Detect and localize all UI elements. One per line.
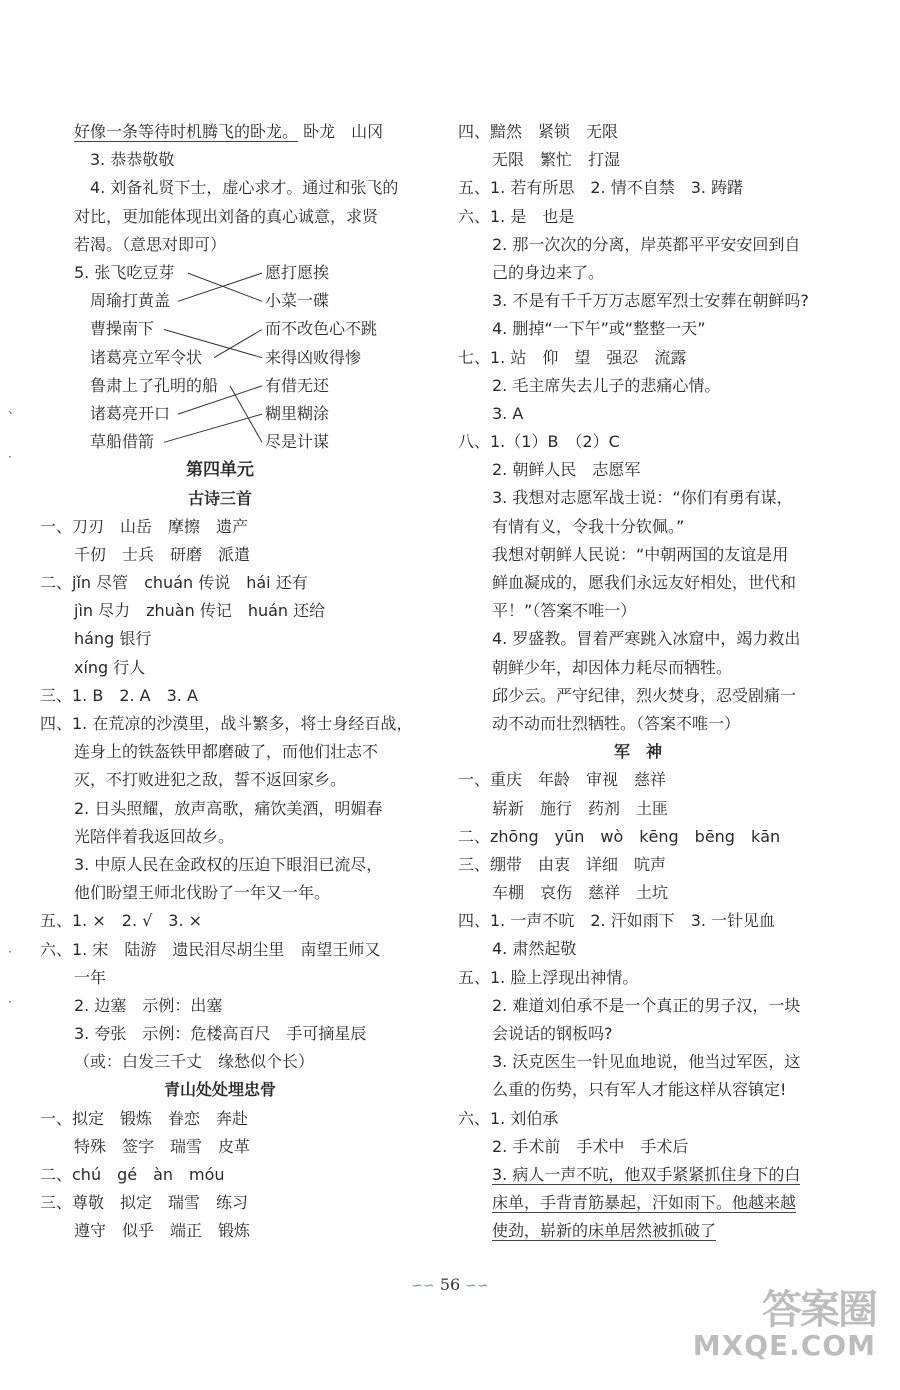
- match-right-item: 愿打愿挨: [265, 262, 330, 282]
- match-left-item: 曹操南下: [90, 319, 155, 339]
- answer-line: 五、1. 脸上浮现出神情。: [458, 967, 639, 987]
- answer-line: [458, 1189, 818, 1217]
- section-heading: 青山处处埋忠骨: [163, 1080, 276, 1100]
- section-heading: 古诗三首: [187, 488, 252, 508]
- swirl-ornament-icon: ∽∽: [465, 1278, 489, 1294]
- answer-line: [458, 1161, 818, 1189]
- scan-mark: ·: [8, 945, 12, 959]
- answer-line: 六、1. 是 也是: [458, 206, 575, 226]
- answer-line: 灭，不打败进犯之敌，誓不返回家乡。: [74, 770, 347, 790]
- page-number: 56: [439, 1275, 461, 1294]
- answer-line: 3. 夸张 示例：危楼高百尺 手可摘星辰: [74, 1024, 367, 1044]
- answer-line: 鲜血凝成的，愿我们永远友好相处，世代和: [492, 573, 797, 592]
- answer-line: 2. 那一次次的分离，岸英都平平安安回到自: [492, 234, 801, 254]
- underlined-text: 3. 病人一声不吭，他双手紧紧抓住身下的白: [492, 1164, 801, 1184]
- answer-line: 3. 我想对志愿军战士说：“你们有勇有谋，: [492, 488, 793, 508]
- answer-line: 平！”（答案不唯一）: [492, 601, 637, 621]
- answer-line: 崭新 施行 药剂 土匪: [492, 798, 669, 818]
- answer-line: [458, 1217, 818, 1245]
- answer-line: 四、1. 一声不吭 2. 汗如雨下 3. 一针见血: [458, 911, 776, 931]
- match-connector: [178, 273, 262, 301]
- scan-mark: 、: [8, 402, 21, 416]
- swirl-ornament-icon: ∽∽: [411, 1278, 435, 1294]
- answer-line: 光陪伴着我返回故乡。: [74, 826, 235, 846]
- answer-line: 一、拟定 锻炼 眷恋 奔赴: [40, 1108, 249, 1128]
- match-left-item: 草船借箭: [90, 432, 155, 452]
- answer-line: 一、重庆 年龄 审视 慈祥: [458, 770, 667, 790]
- answer-line: 4. 刘备礼贤下士，虚心求才。通过和张飞的: [90, 178, 399, 198]
- answer-line: 三、尊敬 拟定 瑞雪 练习: [40, 1193, 249, 1213]
- answer-line: 会说话的钢板吗?: [492, 1024, 613, 1043]
- answer-line: 邱少云。严守纪律，烈火焚身，忍受剧痛一: [492, 685, 797, 705]
- watermark-logo: [676, 1278, 876, 1362]
- match-right-item: 而不改色心不跳: [265, 319, 378, 339]
- answer-line: 遵守 似乎 端正 锻炼: [74, 1221, 251, 1241]
- match-left-item: 周瑜打黄盖: [90, 291, 171, 311]
- match-left-item: 5. 张飞吃豆芽: [74, 262, 175, 282]
- section-heading: 第四单元: [186, 460, 254, 481]
- answer-line: 3. 恭恭敬敬: [90, 150, 175, 170]
- answer-line: 车棚 哀伤 慈祥 土坑: [492, 883, 669, 903]
- answer-line: 千仞 士兵 研磨 派遣: [74, 544, 251, 564]
- answer-line: 2. 朝鲜人民 志愿军: [492, 460, 641, 480]
- answer-line: 3. 沃克医生一针见血地说，他当过军医，这: [492, 1052, 801, 1072]
- answer-line: háng 银行: [74, 629, 152, 649]
- answer-line: 特殊 签字 瑞雪 皮革: [74, 1136, 251, 1156]
- left-column: [40, 118, 413, 1246]
- answer-line: 3. A: [492, 403, 524, 423]
- scan-mark: ·: [8, 450, 12, 464]
- answer-line: xíng 行人: [74, 657, 146, 677]
- answer-line: 六、1. 刘伯承: [458, 1108, 559, 1128]
- answer-line: 2. 难道刘伯承不是一个真正的男子汉，一块: [492, 995, 801, 1015]
- answer-line: 若渴。（意思对即可）: [74, 234, 227, 254]
- answer-line: 四、1. 在荒凉的沙漠里，战斗繁多，将士身经百战，: [40, 714, 413, 734]
- watermark-bottom: MXQE.COM: [692, 1329, 876, 1362]
- match-right-item: 小菜一碟: [265, 291, 330, 311]
- answer-line: 好像一条等待时机腾飞的卧龙。 卧龙 山冈: [74, 122, 384, 141]
- answer-line: （或：白发三千丈 缘愁似个长）: [74, 1052, 315, 1072]
- answer-line: jìn 尽力 zhuàn 传记 huán 还给: [74, 601, 326, 621]
- answer-line: 我想对朝鲜人民说：“中朝两国的友谊是用: [492, 544, 789, 564]
- right-column: [458, 118, 818, 1246]
- answer-line: 无限 繁忙 打湿: [492, 150, 621, 170]
- answer-line: 连身上的铁盔铁甲都磨破了，而他们壮志不: [74, 742, 379, 762]
- match-right-item: 糊里糊涂: [265, 403, 330, 423]
- answer-line: 2. 手术前 手术中 手术后: [492, 1136, 689, 1156]
- answer-line: 二、chú gé àn móu: [40, 1165, 225, 1185]
- answer-line: 二、zhōng yūn wò kēng bēng kān: [458, 826, 781, 846]
- match-right-item: 来得凶败得惨: [265, 347, 362, 367]
- matching-exercise: [40, 259, 400, 456]
- answer-line: 4. 肃然起敬: [492, 939, 577, 959]
- answer-line: 4. 删掉“一下午”或“整整一天”: [492, 319, 706, 339]
- match-left-item: 诸葛亮开口: [90, 403, 171, 423]
- section-heading: 军 神: [613, 742, 662, 762]
- answer-line: 二、jǐn 尽管 chuán 传说 hái 还有: [40, 573, 308, 593]
- answer-line: 五、1. × 2. √ 3. ×: [40, 911, 203, 931]
- answer-line: 三、1. B 2. A 3. A: [40, 685, 198, 705]
- match-left-item: 诸葛亮立军令状: [90, 347, 203, 367]
- match-connector: [214, 329, 262, 357]
- answer-line: 他们盼望王师北伐盼了一年又一年。: [74, 883, 331, 903]
- answer-line: 么重的伤势，只有军人才能这样从容镇定!: [492, 1080, 787, 1100]
- answer-line: 一年: [74, 967, 107, 987]
- answer-line: 一、刀刃 山岳 摩擦 遗产: [40, 516, 249, 536]
- match-connector: [164, 414, 262, 442]
- answer-line: 3. 不是有千千万万志愿军烈士安葬在朝鲜吗?: [492, 291, 809, 311]
- answer-line: 八、1.（1）B （2）C: [458, 432, 620, 452]
- underlined-text: 床单，手背青筋暴起，汗如雨下。他越来越: [492, 1193, 797, 1213]
- answer-line: 有情有义，令我十分钦佩。”: [492, 516, 685, 536]
- match-connector: [230, 386, 262, 442]
- scan-mark: ·: [8, 995, 12, 1009]
- answer-line: 2. 日头照耀，放声高歌，痛饮美酒，明媚春: [74, 798, 383, 818]
- answer-line: 2. 毛主席失去儿子的悲痛心情。: [492, 375, 721, 395]
- match-right-item: 有借无还: [265, 375, 330, 395]
- underlined-text: 使劲，崭新的床单居然被抓破了: [492, 1221, 717, 1241]
- watermark-top: 答案圈: [762, 1287, 876, 1333]
- answer-line: 己的身边来了。: [492, 262, 605, 282]
- answer-line: 动不动而壮烈牺牲。（答案不唯一）: [492, 713, 741, 733]
- answer-line: 4. 罗盛教。冒着严寒跳入冰窟中，竭力救出: [492, 629, 801, 649]
- answer-line: 2. 边塞 示例：出塞: [74, 995, 223, 1015]
- match-left-item: 鲁肃上了孔明的船: [90, 375, 219, 395]
- match-right-item: 尽是计谋: [265, 432, 330, 452]
- answer-line: 六、1. 宋 陆游 遗民泪尽胡尘里 南望王师又: [40, 939, 381, 959]
- answer-line: 3. 中原人民在金政权的压迫下眼泪已流尽，: [74, 854, 383, 874]
- answer-line: 朝鲜少年，却因体力耗尽而牺牲。: [492, 657, 733, 677]
- answer-line: 对比，更加能体现出刘备的真心诚意，求贤: [74, 206, 379, 226]
- answer-line: 七、1. 站 仰 望 强忍 流露: [458, 347, 687, 367]
- underlined-text: 好像一条等待时机腾飞的卧龙。: [74, 122, 299, 141]
- answer-line: 四、黯然 紧锁 无限: [458, 122, 619, 141]
- answer-line: 五、1. 若有所思 2. 情不自禁 3. 踌躇: [458, 178, 744, 198]
- answer-line: 三、绷带 由衷 详细 吭声: [458, 854, 667, 874]
